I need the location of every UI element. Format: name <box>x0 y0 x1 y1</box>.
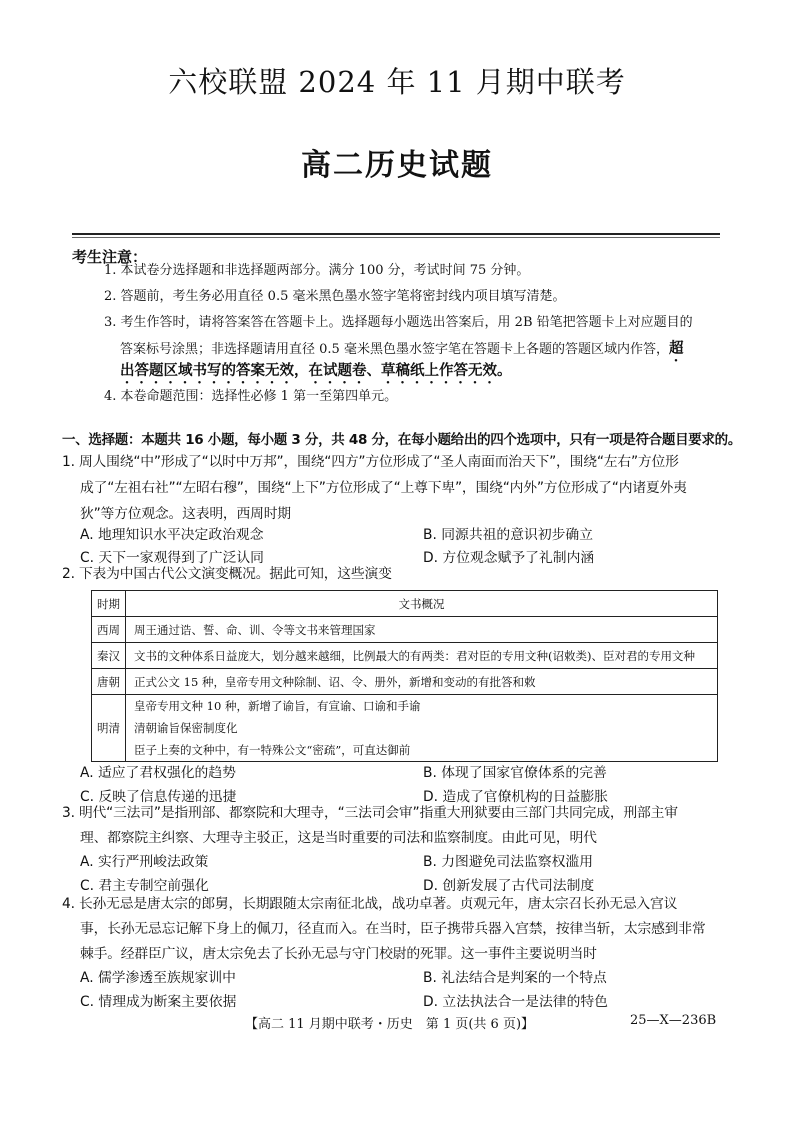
question-4-stem: 事，长孙无忌忘记解下身上的佩刀，径直而入。在当时，臣子携带兵器入宫禁，按律当斩，太宗感到非常 <box>80 921 706 937</box>
table-cell-content <box>126 695 718 762</box>
question-4-stem: 4. 长孙无忌是唐太宗的郎舅，长期跟随太宗南征北战，战功卓著。贞观元年，唐太宗召长孙无忌入宫议 <box>62 896 678 912</box>
section-heading: 一、选择题：本题共 16 小题，每小题 3 分，共 48 分，在每小题给出的四个选项中，只有一项是符合题目要求的。 <box>62 432 742 448</box>
question-4-option-d[interactable]: D. 立法执法合一是法律的特色 <box>423 994 608 1010</box>
table-cell-content: 周王通过诰、誓、命、训、令等文书来管理国家 <box>126 617 718 643</box>
notice-emphasis-line <box>120 358 512 387</box>
question-2-option-c[interactable]: C. 反映了信息传递的迅捷 <box>80 789 237 805</box>
table-cell-content: 正式公文 15 种，皇帝专用文种除制、诏、令、册外，新增和变动的有批答和敕 <box>126 669 718 695</box>
table-header-period: 时期 <box>92 591 126 617</box>
question-1-option-a[interactable]: A. 地理知识水平决定政治观念 <box>80 527 264 543</box>
question-1-stem: 1. 周人围绕“中”形成了“以时中万邦”，围绕“四方”方位形成了“圣人南面而治天下”，围绕“左右”方位形 <box>62 454 679 470</box>
notice-item: 2. 答题前，考生务必用直径 0.5 毫米黑色墨水签字笔将密封线内项目填写清楚。 <box>104 289 566 304</box>
question-1-option-d[interactable]: D. 方位观念赋予了礼制内涵 <box>423 550 595 566</box>
table-header-overview: 文书概况 <box>126 591 718 617</box>
table-cell-content: 文书的文种体系日益庞大，划分越来越细，比例最大的有两类：君对臣的专用文种(诏敕类)、臣对君的专用文种 <box>126 643 718 669</box>
question-2-option-b[interactable]: B. 体现了国家官僚体系的完善 <box>423 765 607 781</box>
notice-item: 3. 考生作答时，请将答案答在答题卡上。选择题每小题选出答案后，用 2B 铅笔把答题卡上对应题目的 <box>104 315 693 330</box>
question-4-stem: 棘手。经群臣广议，唐太宗免去了长孙无忌与守门校尉的死罪。这一事件主要说明当时 <box>80 946 597 962</box>
question-4-option-b[interactable]: B. 礼法结合是判案的一个特点 <box>423 970 607 986</box>
question-2-stem: 2. 下表为中国古代公文演变概况。据此可知，这些演变 <box>62 566 392 582</box>
table-cell-line: 皇帝专用文种 10 种，新增了谕旨，有宣谕、口谕和手谕 <box>134 699 421 713</box>
notice-item: 4. 本卷命题范围：选择性必修 1 第一至第四单元。 <box>104 389 398 404</box>
table-cell-line: 清朝谕旨保密制度化 <box>134 721 238 735</box>
question-4-option-c[interactable]: C. 情理成为断案主要依据 <box>80 994 237 1010</box>
header-divider <box>72 233 720 235</box>
question-1-stem: 成了“左祖右社”“左昭右穆”，围绕“上下”方位形成了“上尊下卑”，围绕“内外”方位形成了“内诸夏外夷 <box>80 480 687 496</box>
subject-title: 高二历史试题 <box>301 148 493 183</box>
notice-text: 答案标号涂黑；非选择题请用直径 0.5 毫米黑色墨水签字笔在答题卡上各题的答题区域内作答， <box>120 342 669 357</box>
exam-title: 六校联盟 2024 年 11 月期中联考 <box>168 65 626 99</box>
table-row <box>92 643 718 669</box>
table-cell-period: 明清 <box>92 695 126 762</box>
header-divider-thin <box>72 237 720 238</box>
question-3-option-a[interactable]: A. 实行严刑峻法政策 <box>80 854 209 870</box>
question-1-option-b[interactable]: B. 同源共祖的意识初步确立 <box>423 527 594 543</box>
page-footer-code: 25—X—236B <box>630 1013 717 1028</box>
question-1-option-c[interactable]: C. 天下一家观得到了广泛认同 <box>80 550 264 566</box>
notice-emphasis: 出答题区域书写的答案无效，在试题卷、草稿纸上作答无效。 <box>120 363 512 379</box>
question-4-option-a[interactable]: A. 儒学渗透至族规家训中 <box>80 970 236 986</box>
notice-title: 考生注意： <box>72 248 148 266</box>
question-3-option-b[interactable]: B. 力图避免司法监察权滥用 <box>423 854 594 870</box>
question-3-stem: 理、都察院主纠察、大理寺主驳正，这是当时重要的司法和监察制度。由此可见，明代 <box>80 830 597 846</box>
page-footer-info: 【高二 11 月期中联考・历史 第 1 页(共 6 页)】 <box>245 1017 535 1032</box>
question-2-option-d[interactable]: D. 造成了官僚机构的日益膨胀 <box>423 789 608 805</box>
question-1-stem: 狄”等方位观念。这表明，西周时期 <box>80 506 291 522</box>
table-cell-line: 臣子上奏的文种中，有一特殊公文“密疏”，可直达御前 <box>134 743 411 757</box>
question-3-stem: 3. 明代“三法司”是指刑部、都察院和大理寺，“三法司会审”指重大刑狱要由三部门共同完成，刑部主审 <box>62 805 678 821</box>
question-2-option-a[interactable]: A. 适应了君权强化的趋势 <box>80 765 236 781</box>
notice-item: 1. 本试卷分选择题和非选择题两部分。满分 100 分，考试时间 75 分钟。 <box>104 263 530 278</box>
table-row <box>92 695 718 762</box>
table-header-row <box>92 591 718 617</box>
table-cell-period: 秦汉 <box>92 643 126 669</box>
notice-emphasis: 超 <box>668 341 684 357</box>
table-cell-period: 西周 <box>92 617 126 643</box>
document-evolution-table <box>91 590 718 762</box>
table-row <box>92 669 718 695</box>
table-cell-period: 唐朝 <box>92 669 126 695</box>
question-3-option-c[interactable]: C. 君主专制空前强化 <box>80 878 209 894</box>
table-row <box>92 617 718 643</box>
question-3-option-d[interactable]: D. 创新发展了古代司法制度 <box>423 878 595 894</box>
